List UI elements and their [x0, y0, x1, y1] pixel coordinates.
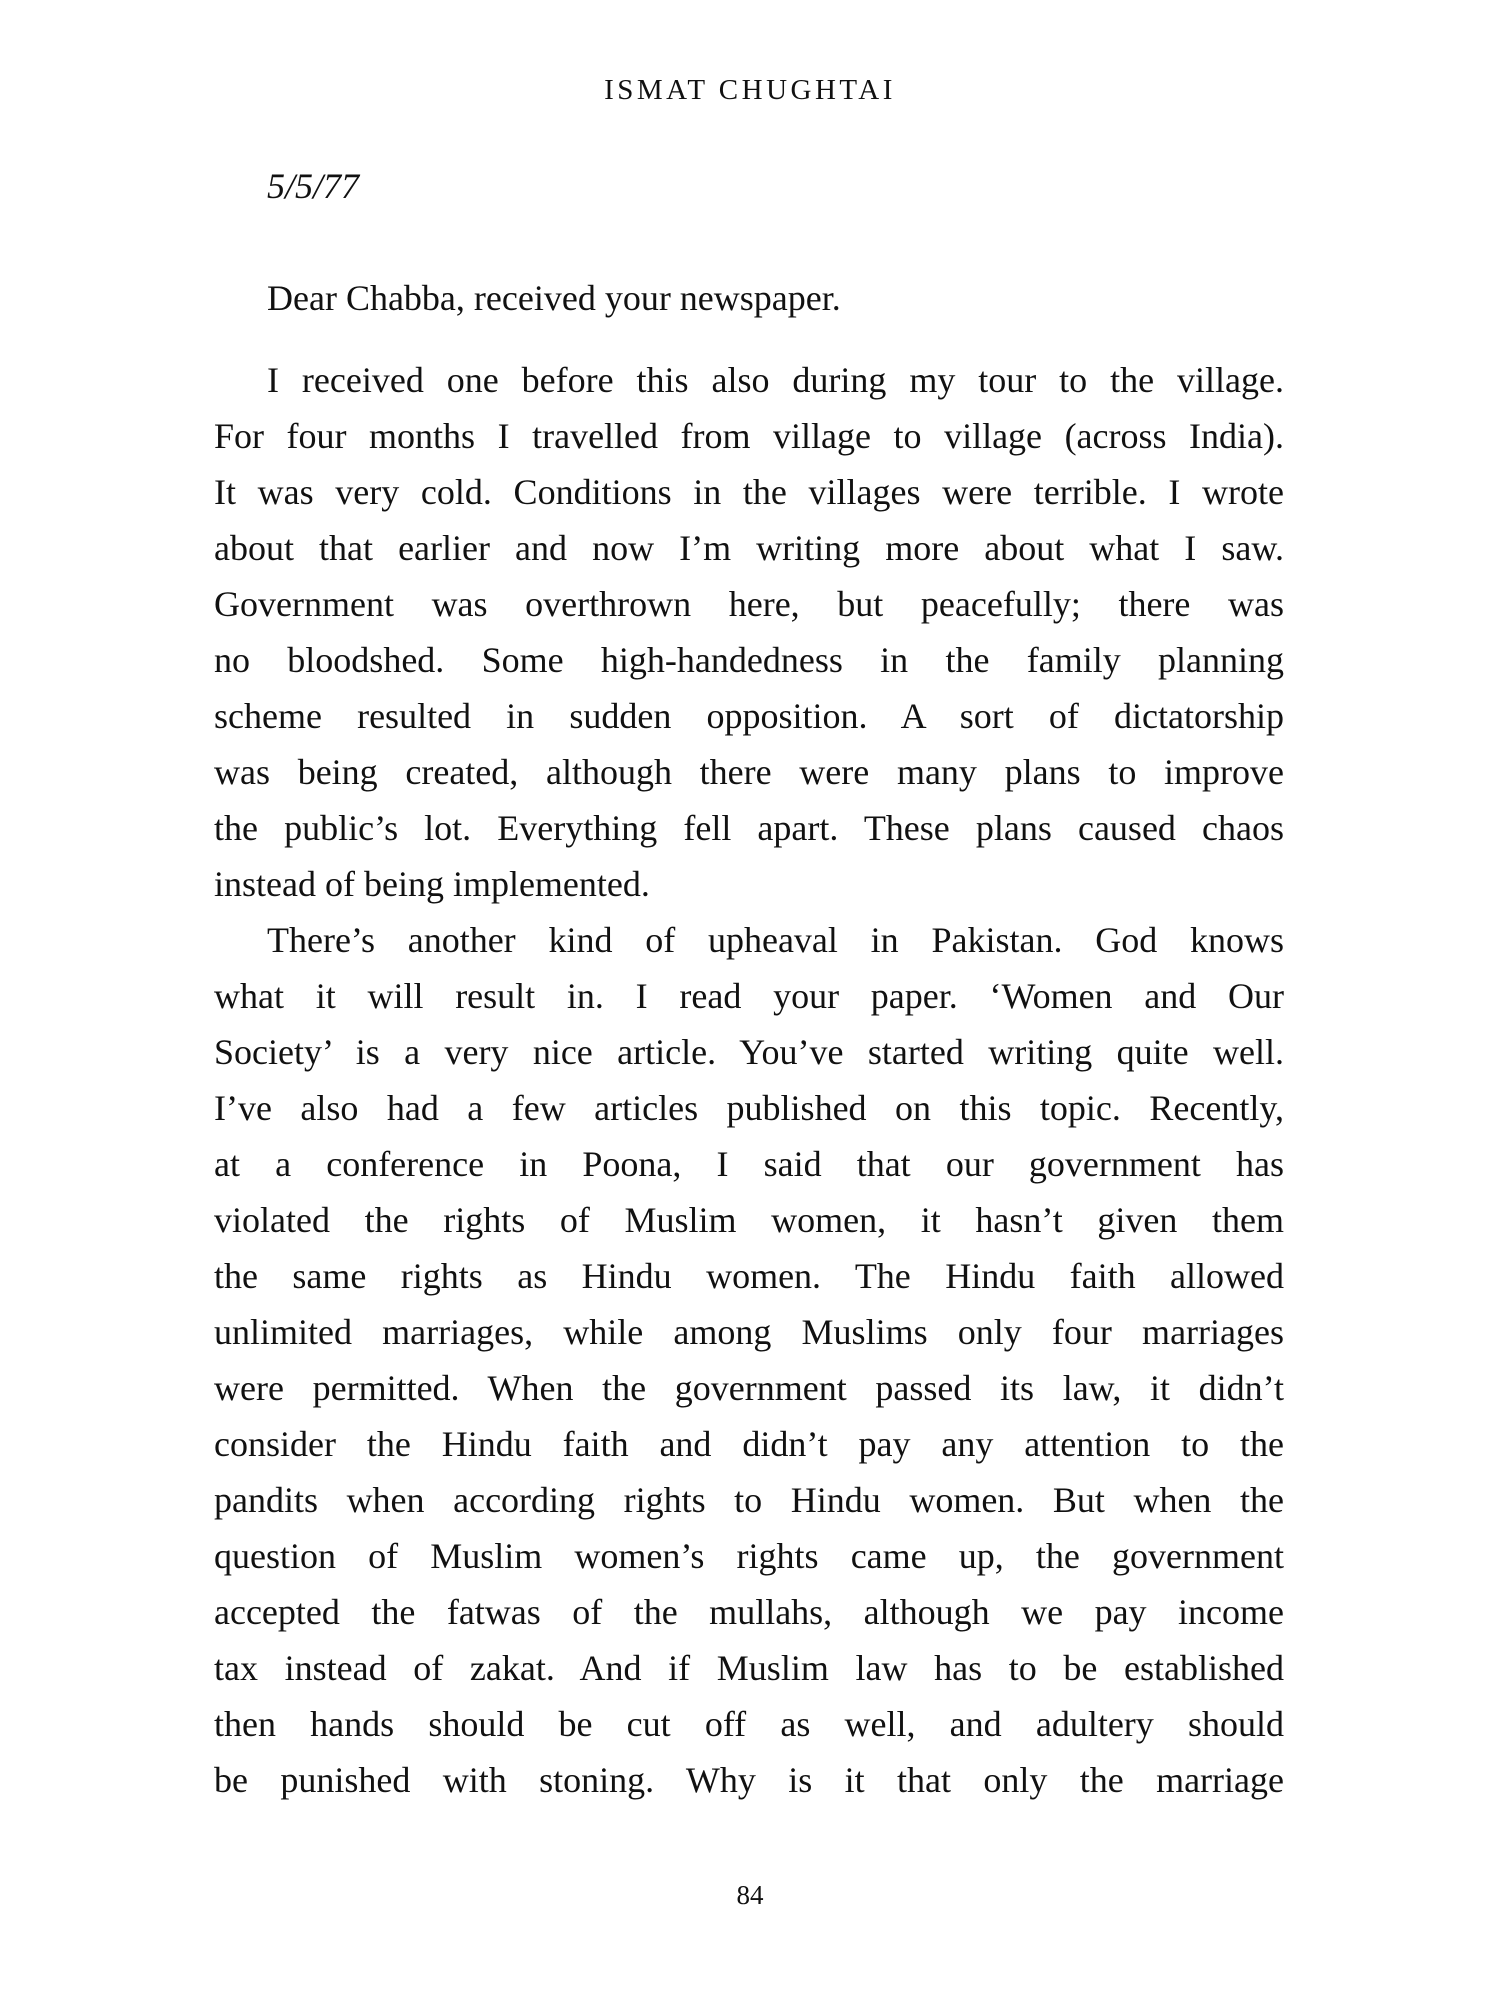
- text-line: at a conference in Poona, I said that our government has: [214, 1144, 1284, 1184]
- text-line: instead of being implemented.: [214, 864, 650, 904]
- text-line: tax instead of zakat. And if Muslim law has to be established: [214, 1648, 1284, 1688]
- page-number: 84: [736, 1880, 764, 1910]
- paragraph-2: [214, 912, 1284, 1808]
- text-line: scheme resulted in sudden opposition. A sort of dictatorship: [214, 696, 1284, 736]
- text-line: no bloodshed. Some high-handedness in the family planning: [214, 640, 1284, 680]
- text-line: pandits when according rights to Hindu women. But when the: [214, 1480, 1284, 1520]
- text-line: accepted the fatwas of the mullahs, although we pay income: [214, 1592, 1284, 1632]
- text-line: Government was overthrown here, but peacefully; there was: [214, 584, 1284, 624]
- text-line: what it will result in. I read your paper. ‘Women and Our: [214, 976, 1284, 1016]
- text-line: the same rights as Hindu women. The Hindu faith allowed: [214, 1256, 1284, 1296]
- text-line: unlimited marriages, while among Muslims only four marriages: [214, 1312, 1284, 1352]
- text-line: It was very cold. Conditions in the villages were terrible. I wrote: [214, 472, 1284, 512]
- text-line: question of Muslim women’s rights came up, the government: [214, 1536, 1284, 1576]
- text-line: There’s another kind of upheaval in Pakistan. God knows: [267, 920, 1284, 960]
- letter-date: 5/5/77: [267, 166, 360, 206]
- text-line: were permitted. When the government passed its law, it didn’t: [214, 1368, 1284, 1408]
- text-line: violated the rights of Muslim women, it hasn’t given them: [214, 1200, 1284, 1240]
- text-line: was being created, although there were many plans to improve: [214, 752, 1284, 792]
- text-line: about that earlier and now I’m writing more about what I saw.: [214, 528, 1284, 568]
- text-line: For four months I travelled from village to village (across India).: [214, 416, 1284, 456]
- text-line: then hands should be cut off as well, and adultery should: [214, 1704, 1284, 1744]
- text-line: consider the Hindu faith and didn’t pay any attention to the: [214, 1424, 1284, 1464]
- letter-body: [214, 352, 1284, 1808]
- text-line: Society’ is a very nice article. You’ve started writing quite well.: [214, 1032, 1284, 1072]
- paragraph-1: [214, 352, 1284, 912]
- text-line: I received one before this also during my tour to the village.: [267, 360, 1284, 400]
- text-line: the public’s lot. Everything fell apart. These plans caused chaos: [214, 808, 1284, 848]
- text-line: I’ve also had a few articles published on this topic. Recently,: [214, 1088, 1284, 1128]
- running-head: ISMAT CHUGHTAI: [604, 74, 896, 106]
- text-line: be punished with stoning. Why is it that only the marriage: [214, 1760, 1284, 1800]
- letter-greeting: Dear Chabba, received your newspaper.: [267, 278, 841, 318]
